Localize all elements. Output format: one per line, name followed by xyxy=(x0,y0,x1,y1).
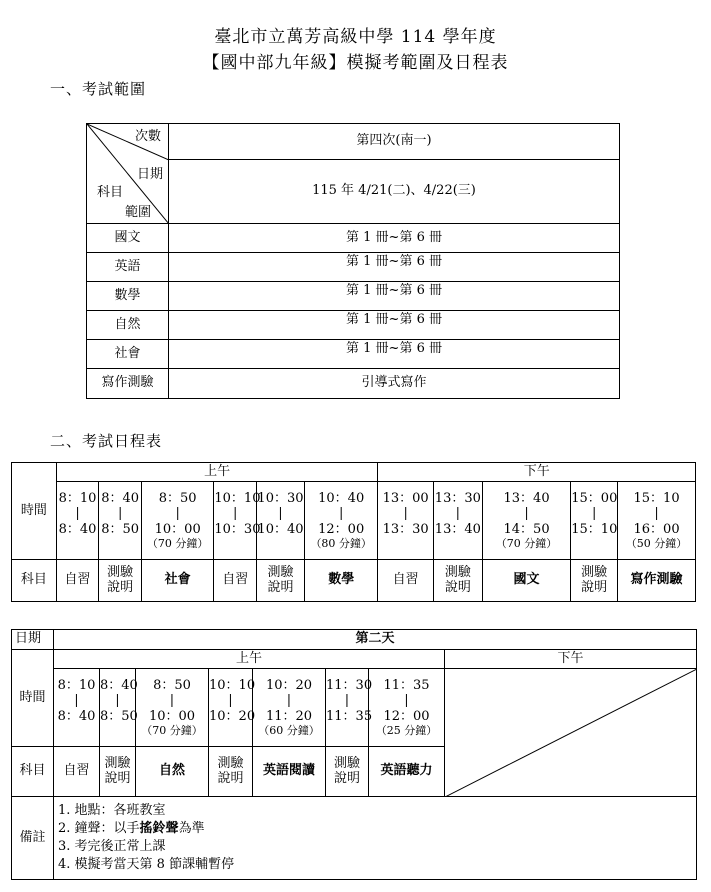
scope-range: 引導式寫作 xyxy=(169,369,620,399)
d2-time-slot xyxy=(253,669,326,747)
d1-time-slot xyxy=(618,482,696,560)
scope-corner-cell xyxy=(87,124,169,224)
slot-duration-spacer xyxy=(54,724,99,737)
slot-range-bar: | xyxy=(524,506,529,522)
slot-end-time: 12：00 xyxy=(318,521,365,537)
scope-table xyxy=(86,123,620,399)
slot-range-bar: | xyxy=(233,506,238,522)
slot-duration-spacer xyxy=(99,537,141,550)
day2-subject-label: 科目 xyxy=(12,747,54,797)
d1-subject-slot: 測驗 說明 xyxy=(99,560,142,602)
slot-duration-spacer xyxy=(326,724,368,737)
slot-end-time: 13：40 xyxy=(434,521,481,537)
scope-range: 第 1 冊~第 6 冊 xyxy=(169,282,620,311)
scope-range: 第 1 冊~第 6 冊 xyxy=(169,340,620,369)
scope-range: 第 1 冊~第 6 冊 xyxy=(169,253,620,282)
day2-am-header: 上午 xyxy=(54,650,445,669)
section-heading-scope: 一、考試範圍 xyxy=(50,80,147,98)
slot-end-time: 10：30 xyxy=(214,521,261,537)
scope-range: 第 1 冊~第 6 冊 xyxy=(169,311,620,340)
exam-date-cell: 115 年 4/21(二)、4/22(三) xyxy=(169,160,620,224)
d2-subject-slot: 英語閱讀 xyxy=(253,747,326,797)
slot-start-time: 8：50 xyxy=(153,677,191,693)
slot-range-bar: | xyxy=(115,693,120,709)
slot-end-time: 14：50 xyxy=(503,521,550,537)
scope-subject: 寫作測驗 xyxy=(87,369,169,399)
d2-time-slot xyxy=(54,669,100,747)
slot-range-bar: | xyxy=(403,506,408,522)
d1-time-slot xyxy=(141,482,213,560)
scope-subject: 社會 xyxy=(87,340,169,369)
slot-range-bar: | xyxy=(169,693,175,709)
slot-end-time: 13：30 xyxy=(382,521,429,537)
slot-start-time: 10：40 xyxy=(318,490,365,506)
slot-range-bar: | xyxy=(175,506,180,522)
day2-time-label: 時間 xyxy=(12,650,54,747)
slot-start-time: 13：30 xyxy=(434,490,481,506)
slot-duration-spacer xyxy=(57,537,99,550)
d1-subject-slot: 測驗 說明 xyxy=(571,560,618,602)
slot-start-time: 11：30 xyxy=(326,677,373,693)
d1-time-slot xyxy=(257,482,305,560)
day1-time-label: 時間 xyxy=(12,463,57,560)
slot-duration-spacer xyxy=(257,537,304,550)
slot-range-bar: | xyxy=(278,506,283,522)
slot-range-bar: | xyxy=(591,506,597,522)
slot-end-time: 10：20 xyxy=(209,708,256,724)
slot-start-time: 8：50 xyxy=(158,490,197,506)
slot-duration-spacer xyxy=(100,724,135,737)
slot-start-time: 10：30 xyxy=(257,490,304,506)
slot-duration-spacer xyxy=(378,537,432,550)
slot-duration: （50 分鐘） xyxy=(625,537,688,551)
slot-duration-spacer xyxy=(214,537,256,550)
d1-subject-slot: 自習 xyxy=(56,560,99,602)
d1-time-slot xyxy=(304,482,378,560)
d1-time-slot xyxy=(482,482,570,560)
slot-duration: （60 分鐘） xyxy=(258,724,320,738)
slot-start-time: 13：40 xyxy=(503,490,550,506)
slot-range-bar: | xyxy=(344,693,350,709)
slot-duration: （70 分鐘） xyxy=(495,537,558,551)
slot-end-time: 8：50 xyxy=(101,521,140,537)
d1-subject-slot: 測驗 說明 xyxy=(433,560,482,602)
slot-end-time: 16：00 xyxy=(633,521,680,537)
day2-date-label: 日期 xyxy=(12,630,54,650)
note-item: 2. 鐘聲：以手搖鈴聲為準 xyxy=(58,820,205,836)
slot-range-bar: | xyxy=(339,506,344,522)
corner-label-range: 範圍 xyxy=(125,205,152,220)
slot-end-time: 8：40 xyxy=(57,708,96,724)
scope-subject: 國文 xyxy=(87,224,169,253)
slot-end-time: 11：20 xyxy=(265,708,313,724)
corner-label-subject: 科目 xyxy=(97,185,124,200)
slot-duration: （80 分鐘） xyxy=(310,537,372,551)
slot-duration-spacer xyxy=(434,537,482,550)
d2-subject-slot: 測驗 說明 xyxy=(209,747,253,797)
d1-subject-slot: 數學 xyxy=(304,560,378,602)
d1-subject-slot: 自習 xyxy=(214,560,257,602)
slot-start-time: 8：10 xyxy=(58,490,97,506)
d1-subject-slot: 社會 xyxy=(141,560,213,602)
d1-subject-slot: 自習 xyxy=(378,560,433,602)
slot-end-time: 10：00 xyxy=(154,521,201,537)
day1-pm-header: 下午 xyxy=(378,463,696,482)
d1-time-slot xyxy=(99,482,142,560)
d2-subject-slot: 自習 xyxy=(54,747,100,797)
slot-range-bar: | xyxy=(404,693,409,709)
slot-start-time: 10：10 xyxy=(209,677,256,693)
d2-time-slot xyxy=(100,669,136,747)
slot-start-time: 8：40 xyxy=(101,490,140,506)
section-heading-schedule: 二、考試日程表 xyxy=(50,432,163,450)
slot-start-time: 10：20 xyxy=(265,677,313,693)
document-title-line1: 臺北市立萬芳高級中學 114 學年度 xyxy=(214,27,497,47)
notes-list xyxy=(54,797,697,880)
d2-time-slot xyxy=(136,669,209,747)
note-item: 1. 地點：各班教室 xyxy=(58,802,166,818)
d1-time-slot xyxy=(378,482,433,560)
slot-end-time: 11：35 xyxy=(326,708,373,724)
note-item: 3. 考完後正常上課 xyxy=(58,839,166,854)
day1-schedule-table xyxy=(11,462,696,602)
scope-range: 第 1 冊~第 6 冊 xyxy=(169,224,620,253)
day1-subject-label: 科目 xyxy=(12,560,57,602)
slot-end-time: 15：10 xyxy=(571,521,618,537)
d1-time-slot xyxy=(214,482,261,560)
d1-subject-slot: 寫作測驗 xyxy=(618,560,696,602)
document-title-line2: 【國中部九年級】模擬考範圍及日程表 xyxy=(202,53,509,73)
d2-time-slot xyxy=(209,669,256,747)
d2-time-slot xyxy=(369,669,445,747)
slot-duration-spacer xyxy=(571,537,617,550)
slot-start-time: 11：35 xyxy=(383,677,430,693)
slot-duration: （70 分鐘） xyxy=(141,724,203,738)
slot-end-time: 12：00 xyxy=(383,708,430,724)
day2-pm-empty-cell xyxy=(445,669,697,797)
slot-range-bar: | xyxy=(74,693,79,709)
slot-end-time: 8：40 xyxy=(58,521,97,537)
note-item: 4. 模擬考當天第 8 節課輔暫停 xyxy=(58,857,235,873)
pm-empty-diagonal xyxy=(445,669,697,797)
day2-pm-header: 下午 xyxy=(445,650,697,669)
d1-subject-slot: 測驗 說明 xyxy=(257,560,305,602)
scope-subject: 自然 xyxy=(87,311,169,340)
slot-start-time: 15：10 xyxy=(633,490,680,506)
slot-start-time: 15：00 xyxy=(571,490,618,506)
slot-range-bar: | xyxy=(228,693,233,709)
slot-range-bar: | xyxy=(654,506,659,522)
d2-subject-slot: 測驗 說明 xyxy=(100,747,136,797)
scope-subject: 英語 xyxy=(87,253,169,282)
slot-end-time: 10：40 xyxy=(257,521,304,537)
day2-schedule-table xyxy=(11,629,697,880)
slot-range-bar: | xyxy=(75,506,80,522)
exam-name-cell: 第四次(南一) xyxy=(169,124,620,160)
slot-end-time: 10：00 xyxy=(148,708,196,724)
slot-duration-spacer xyxy=(209,724,252,737)
d1-time-slot xyxy=(433,482,482,560)
slot-duration: （70 分鐘） xyxy=(146,537,209,551)
d1-subject-slot: 國文 xyxy=(482,560,570,602)
slot-start-time: 8：10 xyxy=(57,677,96,693)
slot-end-time: 8：50 xyxy=(100,708,138,724)
slot-start-time: 10：10 xyxy=(214,490,261,506)
day1-am-header: 上午 xyxy=(56,463,378,482)
scope-subject: 數學 xyxy=(87,282,169,311)
slot-start-time: 13：00 xyxy=(382,490,429,506)
d2-subject-slot: 英語聽力 xyxy=(369,747,445,797)
corner-label-date: 日期 xyxy=(137,167,164,182)
day2-day-name: 第二天 xyxy=(54,630,697,650)
d2-time-slot xyxy=(326,669,373,747)
slot-range-bar: | xyxy=(117,506,123,522)
d2-subject-slot: 測驗 說明 xyxy=(326,747,369,797)
slot-range-bar: | xyxy=(286,693,292,709)
corner-label-count: 次數 xyxy=(135,129,162,144)
slot-range-bar: | xyxy=(455,506,461,522)
d2-subject-slot: 自然 xyxy=(136,747,209,797)
notes-label: 備註 xyxy=(12,797,54,880)
slot-duration: （25 分鐘） xyxy=(375,724,438,738)
slot-start-time: 8：40 xyxy=(100,677,138,693)
d1-time-slot xyxy=(571,482,618,560)
d1-time-slot xyxy=(56,482,99,560)
